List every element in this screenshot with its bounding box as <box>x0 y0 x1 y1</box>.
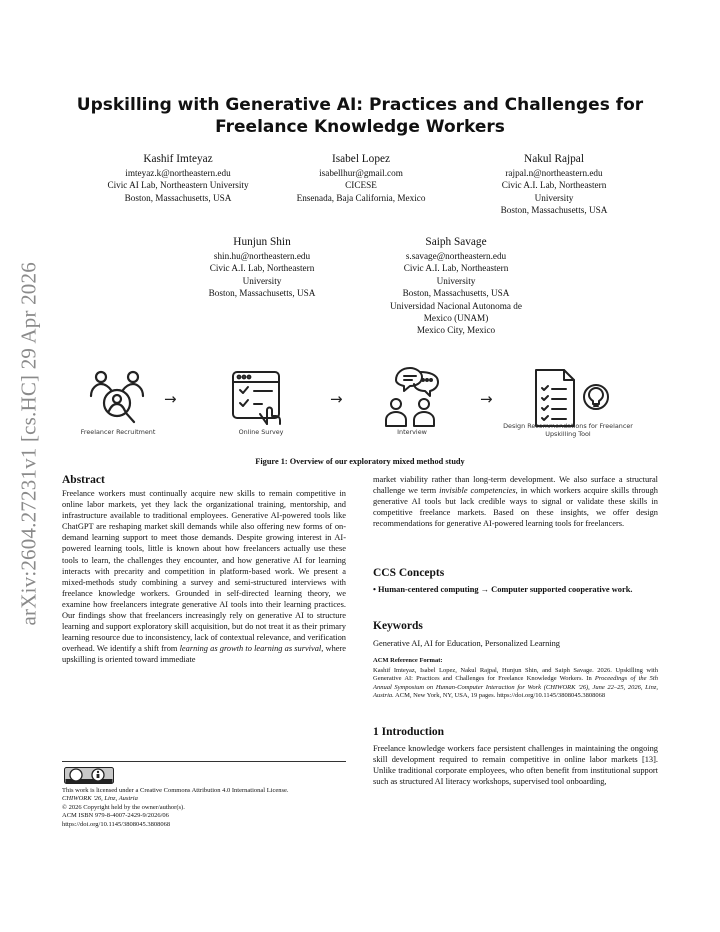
title-line-1: Upskilling with Generative AI: Practices and Challenges for <box>76 95 644 115</box>
introduction-heading: 1 Introduction <box>373 726 445 738</box>
ccs-heading: CCS Concepts <box>373 567 445 579</box>
author-name: Isabel Lopez <box>331 153 391 165</box>
figure-1 <box>60 364 660 450</box>
step-label-design: Design Recommendations for Freelancer Upskilling Tool <box>503 422 633 438</box>
author-block-5 <box>366 234 546 337</box>
copyright-line: © 2026 Copyright held by the owner/author(s). <box>62 803 185 811</box>
venue-line: CHIWORK '26, Linz, Austria <box>62 795 138 803</box>
abstract-emphasis: learning as growth to learning as survival <box>179 644 322 654</box>
interview-icon <box>382 366 442 428</box>
abstract-heading: Abstract <box>62 474 105 486</box>
figure-caption: Figure 1: Overview of our exploratory mixed method study <box>255 457 465 466</box>
doi-link[interactable]: https://doi.org/10.1145/3808045.3808068 <box>62 820 171 828</box>
author-affiliation-cont: University <box>436 275 476 286</box>
acm-reference <box>373 667 658 701</box>
design-recommendations-icon <box>532 368 612 428</box>
step-label-interview: Interview <box>397 428 427 436</box>
freelancer-recruitment-icon <box>88 368 146 426</box>
abstract-continued <box>373 474 658 529</box>
author-name: Kashif Imteyaz <box>143 153 213 165</box>
abstract-text-2: market viability rather than long-term development. We also surface a structural challenge we term <box>373 475 658 496</box>
title-line-2: Freelance Knowledge Workers <box>215 117 505 137</box>
introduction-body: Freelance knowledge workers face persistent challenges in maintaining the ongoing skill development required to remain competitive in online labor markets [13]. Unlike traditional corporate employees, who often benefit from institutional support such as structured AI literacy workshops, supervised tool onboarding, <box>373 744 658 787</box>
author-block-4 <box>184 234 340 300</box>
acm-ref-text-end: ACM, New York, NY, USA, 19 pages. https://doi.org/10.1145/3808045.3808068 <box>393 692 606 700</box>
author-affiliation: CICESE <box>345 180 377 191</box>
author-location: Boston, Massachusetts, USA <box>208 288 316 299</box>
author-affiliation-2: Universidad Nacional Autonoma de <box>390 300 522 311</box>
flow-arrow: → <box>330 390 343 408</box>
author-location: Boston, Massachusetts, USA <box>402 288 510 299</box>
abstract-text: Freelance workers must continually acquire new skills to remain competitive in online labor markets, yet they lack the organizational training, mentorship, and infrastructure available to traditional employees. Generative AI-powered tools like ChatGPT are reshaping market skill demands while also offering new forms of on-demand learning support to meet those demands. Despite growing interest in AI-powered learning tools, little is known about how freelancers actually use these tools to learn, the challenges they encounter, and how generative AI for learning interacts with precarity and competition in platform-based work. We present a mixed-methods study combining a survey and semi-structured interviews with freelance knowledge workers. Grounded in self-directed learning theory, we examine how freelancers integrate generative AI tools into their learning practices. Our findings show that freelancers increasingly rely on generative AI to structure learning and support exploratory skill acquisition, but do not treat it as their primary learning resource due to inconsistency, lack of contextual relevance, and verification overhead. We identify a shift from <box>62 489 346 654</box>
author-email: imteyaz.k@northeastern.edu <box>125 168 231 178</box>
abstract-body <box>62 488 346 666</box>
author-block-3 <box>476 151 632 217</box>
flow-arrow: → <box>480 390 493 408</box>
author-name: Saiph Savage <box>425 236 487 248</box>
author-email: shin.hu@northeastern.edu <box>213 251 311 261</box>
abstract-text-2-end: , in which workers acquire skills through generative AI tools but lack credible ways to signal or validate these skills in competitive freelance markets. Based on these insights, we offer design recommendations for generative AI-powered learning tools for freelancers. <box>373 486 658 529</box>
author-block-1 <box>80 151 276 204</box>
license-block <box>62 787 352 829</box>
footnote-rule <box>62 761 346 762</box>
acm-ref-text: Kashif Imteyaz, Isabel Lopez, Nakul Rajpal, Hunjun Shin, and Saiph Savage. 2026. Upskilling with Generative AI: Practices and Challenges for Freelance Knowledge Workers. In <box>373 667 658 683</box>
author-location-2: Mexico City, Mexico <box>416 325 496 336</box>
author-location: Boston, Massachusetts, USA <box>124 192 232 203</box>
author-location: Boston, Massachusetts, USA <box>500 205 608 216</box>
paper-title <box>60 94 660 138</box>
author-affiliation: Civic A.I. Lab, Northeastern <box>501 180 607 191</box>
author-affiliation: Civic AI Lab, Northeastern University <box>107 180 249 191</box>
author-affiliation: Civic A.I. Lab, Northeastern <box>209 263 315 274</box>
author-name: Hunjun Shin <box>233 236 291 248</box>
license-statement[interactable]: This work is licensed under a Creative Commons Attribution 4.0 International License. <box>62 787 289 794</box>
author-affiliation: Civic A.I. Lab, Northeastern <box>403 263 509 274</box>
author-affiliation-cont: University <box>534 192 574 203</box>
acm-ref-venue: Proceedings of the 5th Annual Symposium on Human-Computer Interaction for Work (CHIWORK '26), June 22–25, 2026, Linz, Austria. <box>373 675 658 700</box>
author-email: isabellhur@gmail.com <box>319 168 403 178</box>
keywords-heading: Keywords <box>373 620 423 632</box>
author-location: Ensenada, Baja California, Mexico <box>296 192 426 203</box>
abstract-emphasis-2: invisible competencies <box>439 486 516 496</box>
author-affiliation-cont: University <box>242 275 282 286</box>
ccs-concepts: • Human-centered computing → Computer supported cooperative work. <box>373 585 633 594</box>
author-email: s.savage@northeastern.edu <box>405 251 507 261</box>
flow-arrow: → <box>164 390 177 408</box>
author-name: Nakul Rajpal <box>524 153 584 165</box>
arxiv-identifier: arXiv:2604.27231v1 [cs.HC] 29 Apr 2026 <box>16 262 41 626</box>
author-email: rajpal.n@northeastern.edu <box>505 168 603 178</box>
acm-ref-heading: ACM Reference Format: <box>373 657 443 664</box>
step-label-recruitment: Freelancer Recruitment <box>80 428 156 436</box>
step-label-survey: Online Survey <box>238 428 284 436</box>
isbn-line: ACM ISBN 979-8-4007-2429-9/2026/06 <box>62 812 169 820</box>
author-affiliation-2-cont: Mexico (UNAM) <box>423 313 489 324</box>
author-block-2 <box>268 151 454 204</box>
creative-commons-by-icon[interactable] <box>64 767 114 784</box>
abstract-text-end: , where upskilling is oriented toward immediate <box>62 644 346 665</box>
abstract-section <box>62 474 346 666</box>
keywords-text: Generative AI, AI for Education, Personalized Learning <box>373 639 560 648</box>
online-survey-icon <box>230 370 288 426</box>
